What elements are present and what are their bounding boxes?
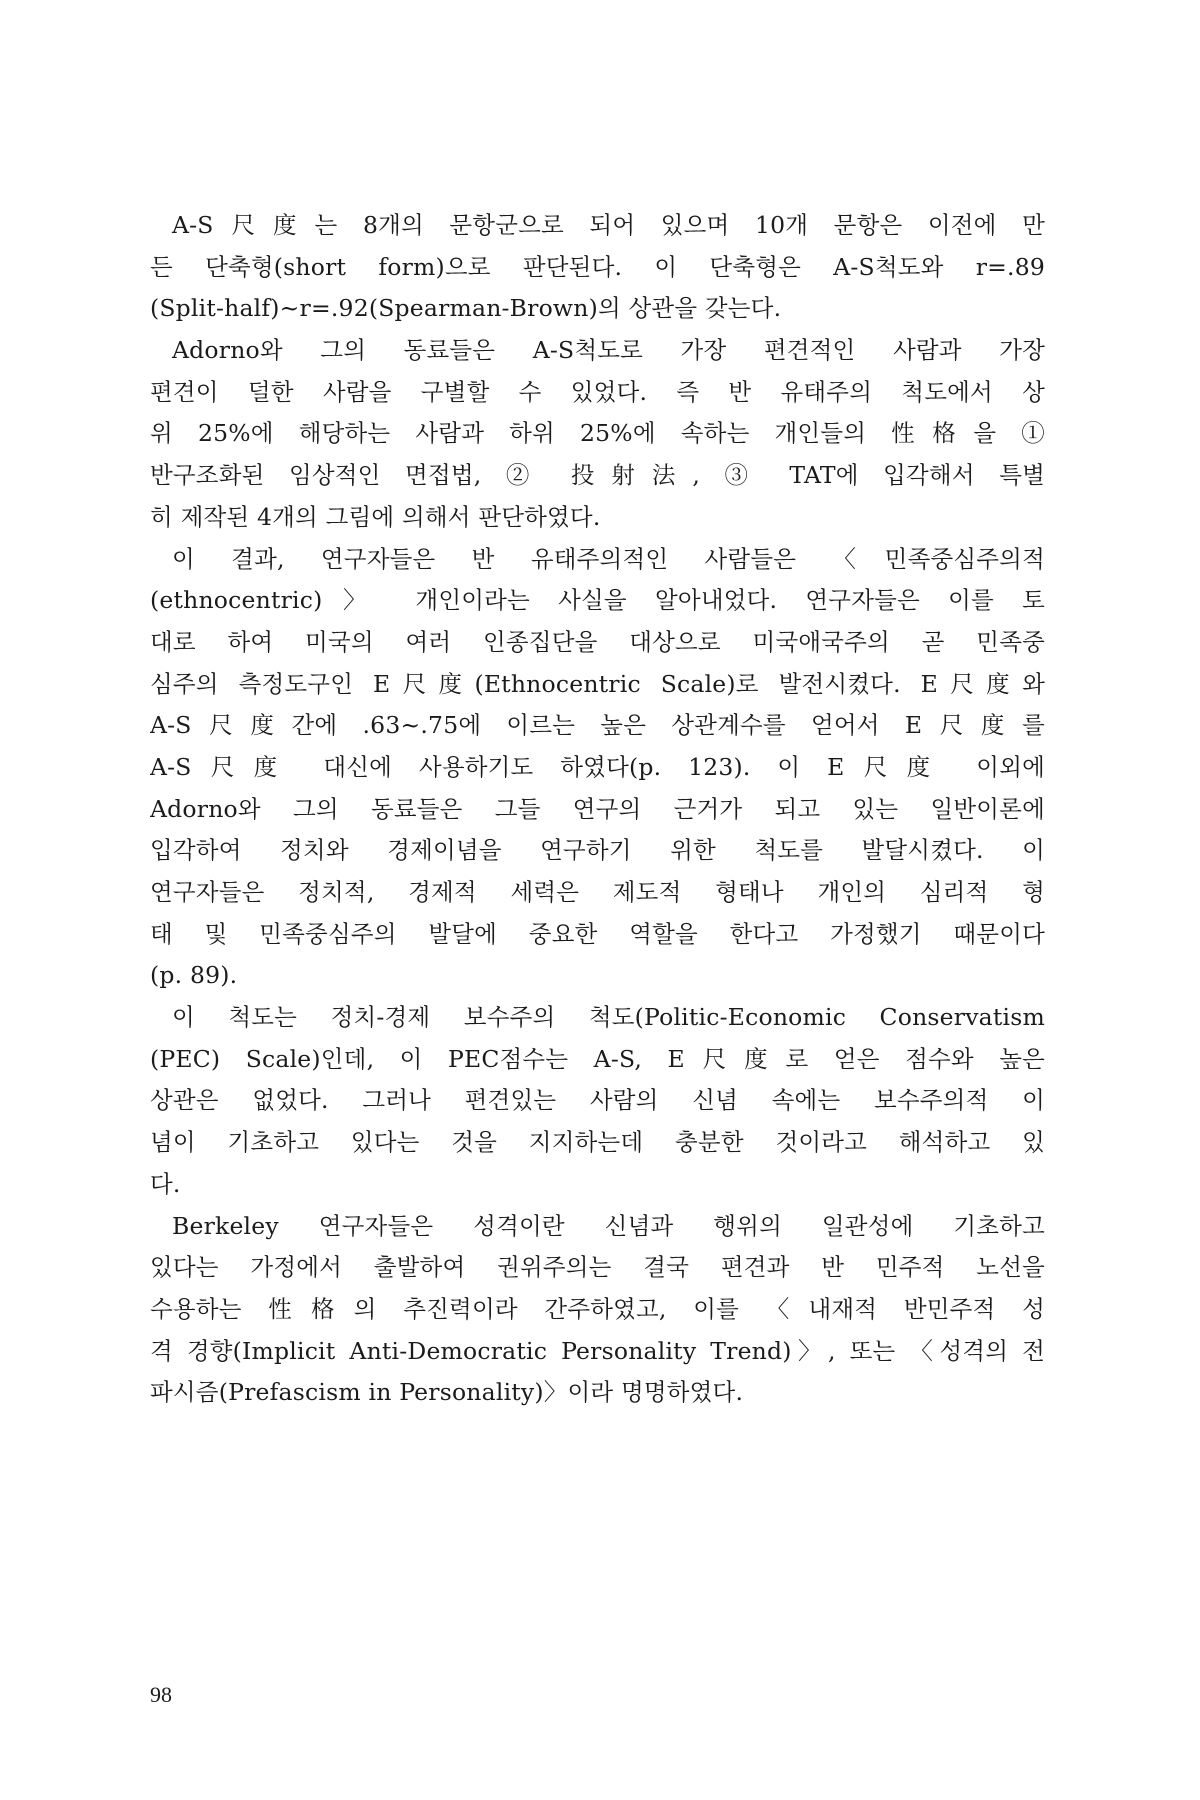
text-line: 수용하는 性格의 추진력이라 간주하였고, 이를 〈내재적 반민주적 성 — [150, 1294, 1045, 1323]
text-line: 반구조화된 임상적인 면접법, ② 投射法, ③ TAT에 입각해서 특별 — [150, 461, 1045, 490]
text-line: A-S尺度는 8개의 문항군으로 되어 있으며 10개 문항은 이전에 만 — [172, 211, 1045, 239]
text-line: 연구자들은 정치적, 경제적 세력은 제도적 형태나 개인의 심리적 형 — [150, 878, 1045, 906]
text-line: (PEC) Scale)인데, 이 PEC점수는 A-S, E尺度로 얻은 점수와 높은 — [150, 1044, 1045, 1073]
text-line: Adorno와 그의 동료들은 A-S척도로 가장 편견적인 사람과 가장 — [172, 336, 1045, 365]
text-line: 심주의 측정도구인 E尺度(Ethnocentric Scale)로 발전시켰다. E尺度와 — [150, 669, 1045, 698]
text-line: 다. — [150, 1169, 181, 1198]
text-line: (p. 89). — [150, 961, 238, 990]
text-line: 입각하여 정치와 경제이념을 연구하기 위한 척도를 발달시켰다. 이 — [150, 836, 1045, 865]
text-line: 히 제작된 4개의 그림에 의해서 판단하였다. — [150, 502, 601, 531]
text-line: A-S尺度간에 .63~.75에 이르는 높은 상관계수를 얻어서 E尺度를 — [150, 711, 1045, 740]
text-line: 편견이 덜한 사람을 구별할 수 있었다. 즉 반 유태주의 척도에서 상 — [150, 377, 1045, 406]
text-line: (Split-half)~r=.92(Spearman-Brown)의 상관을 갖는다. — [150, 294, 782, 323]
text-line: (ethnocentric)〉 개인이라는 사실을 알아내었다. 연구자들은 이를 토 — [150, 586, 1045, 615]
text-line: 파시즘(Prefascism in Personality)〉이라 명명하였다. — [150, 1378, 744, 1407]
text-line: 있다는 가정에서 출발하여 권위주의는 결국 편견과 반 민주적 노선을 — [150, 1253, 1045, 1282]
text-line: Berkeley 연구자들은 성격이란 신념과 행위의 일관성에 기초하고 — [172, 1211, 1045, 1240]
text-line: Adorno와 그의 동료들은 그들 연구의 근거가 되고 있는 일반이론에 — [150, 794, 1045, 823]
text-line: 상관은 없었다. 그러나 편견있는 사람의 신념 속에는 보수주의적 이 — [150, 1086, 1045, 1115]
text-line: 태 및 민족중심주의 발달에 중요한 역할을 한다고 가정했기 때문이다 — [150, 919, 1045, 948]
text-line: 든 단축형(short form)으로 판단된다. 이 단축형은 A-S척도와 r=.89 — [150, 252, 1045, 281]
text-line: A-S尺度 대신에 사용하기도 하였다(p. 123). 이 E尺度 이외에 — [150, 752, 1045, 781]
body-text — [150, 205, 1045, 1414]
text-line: 이 척도는 정치-경제 보수주의 척도(Politic-Economic Conservatism — [172, 1003, 1045, 1032]
text-line: 격 경향(Implicit Anti-Democratic Personality Trend)〉, 또는 〈성격의 전 — [150, 1336, 1045, 1365]
text-line: 대로 하여 미국의 여러 인종집단을 대상으로 미국애국주의 곧 민족중 — [150, 627, 1045, 656]
text-line: 이 결과, 연구자들은 반 유태주의적인 사람들은 〈민족중심주의적 — [172, 544, 1045, 573]
page-number: 98 — [150, 1682, 172, 1707]
text-line: 념이 기초하고 있다는 것을 지지하는데 충분한 것이라고 해석하고 있 — [150, 1128, 1045, 1157]
text-line: 위 25%에 해당하는 사람과 하위 25%에 속하는 개인들의 性格을 ① — [150, 419, 1045, 448]
